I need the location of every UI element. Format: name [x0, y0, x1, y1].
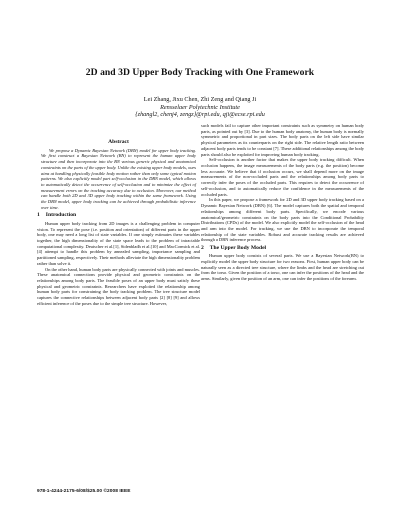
section-number: 1	[37, 212, 40, 219]
paragraph: Human upper body consists of several parts. We use a Bayesian Network(BN) to explicitly model the upper body structure for two reasons. First, human upper body can be naturally seen as a directed tree structure, where the limbs and the head are stretching out from the torso. Given the position of a torso, one can infer the positions of the head and the arms. Similarly, given the position of an arm, one can infer the positions of the forearm.	[201, 253, 364, 282]
copyright-footer: 978-1-4244-2175-6/08/$25.00 ©2008 IEEE	[37, 489, 131, 494]
author-emails: {zhangl2, chenj4, zengz}@rpi.edu, qji@ecse.rpi.edu	[135, 111, 265, 119]
section-heading-upper-body-model	[201, 246, 364, 252]
abstract	[37, 148, 200, 211]
paragraph: On the other hand, human body parts are physically connected with joints and muscles. These anatomical connections provide physical and geometric constraints on the relationships among body parts. The feasible poses of an upper body must satisfy these physical and geometric constraints. Researchers have exploited the relationship among human body parts for constraining the body tracking problem. The tree structure model captures the connective relationships between adjacent body parts [2] [8] [9] and allows efficient inference of the poses due to the simple tree structure. However,	[37, 266, 200, 306]
section-title: Introduction	[45, 212, 77, 219]
institution: Rensselaer Polytechnic Institute	[160, 103, 240, 111]
section-heading-introduction	[37, 213, 200, 219]
left-column	[37, 140, 200, 307]
paragraph: such models fail to capture other important constraints such as symmetry on human body parts, as pointed out by [3]. Due to the human body anatomy, the human body is normally symmetric and proportional in part sizes. The body parts on the left side have similar physical parameters as its counterparts on the right side. The relative length ratio between adjacent body parts tends to be constant [7]. These additional relationships among the body parts should also be exploited for improving human body tracking.	[201, 123, 364, 157]
paragraph: Self-occlusion is another factor that makes the upper body tracking difficult. When occlusion happens, the image measurements of the body parts (e.g. the position) become less accurate. We believe that if occlusion occurs, we shall depend more on the image measurements of the non-occluded parts and the relationships among body parts to correctly infer the poses of the occluded parts. This requires to detect the occurrence of self-occlusion, and to automatically reduce the confidence in the measurements of the occluded parts.	[201, 157, 364, 197]
author-names: Lei Zhang, Jixu Chen, Zhi Zeng and Qiang Ji	[143, 96, 257, 103]
paragraph: In this paper, we propose a framework for 2D and 3D upper body tracking based on a Dynamic Bayesian Network (DBN) [6]. The model captures both the spatial and temporal relationships among different body parts. Specifically, we encode various anatomical/geometric constraints on the body parts into the Conditional Probability Distributions (CPDs) of the model. We also explicitly model the self-occlusion of the head and arm into the model. For tracking, we use the DBN to incorporate the temporal relationship of the state variables. Robust and accurate tracking results are achieved through a DBN inference process.	[201, 197, 364, 243]
abstract-text: We propose a Dynamic Bayesian Network (DBN) model for upper body tracking. We first construct a Bayesian Network (BN) to represent the human upper body structure and then incorporate into the BN various generic physical and anatomical constraints on the parts of the upper body. Unlike the existing upper body models, ours aims at handling physically feasible body motion rather than only some typical motion patterns. We also explicitly model part self-occlusion in the DBN model, which allows to automatically detect the occurrence of self-occlusion and to minimize the effect of measurement errors on the tracking accuracy due to occlusion. Moreover, our method can handle both 2D and 3D upper body tracking within the same framework. Using the DBN model, upper body tracking can be achieved through probabilistic inference over time.	[41, 147, 196, 210]
author-block	[0, 96, 400, 119]
section-number: 2	[201, 244, 204, 251]
abstract-heading: Abstract	[108, 139, 129, 145]
paragraph: Human upper body tracking from 2D images is a challenging problem in computer vision. To represent the pose (i.e. position and orientation) of different parts in the upper body, one may need a long list of state variables. If one simply estimates these variables together, the high dimensionality of the state space leads to the problem of intractable computational complexity. Deutscher et al.[1], Sidenbladh et al.[10] and MacCormick et al.[4] attempt to handle this problem by annealed sampling, importance sampling and partitioned sampling, respectively. Their methods alleviate the high dimensionality problem rather than solve it.	[37, 220, 200, 266]
paper-title: 2D and 3D Upper Body Tracking with One Framework	[85, 67, 315, 78]
right-column	[201, 123, 364, 282]
section-title: The Upper Body Model	[209, 244, 267, 251]
